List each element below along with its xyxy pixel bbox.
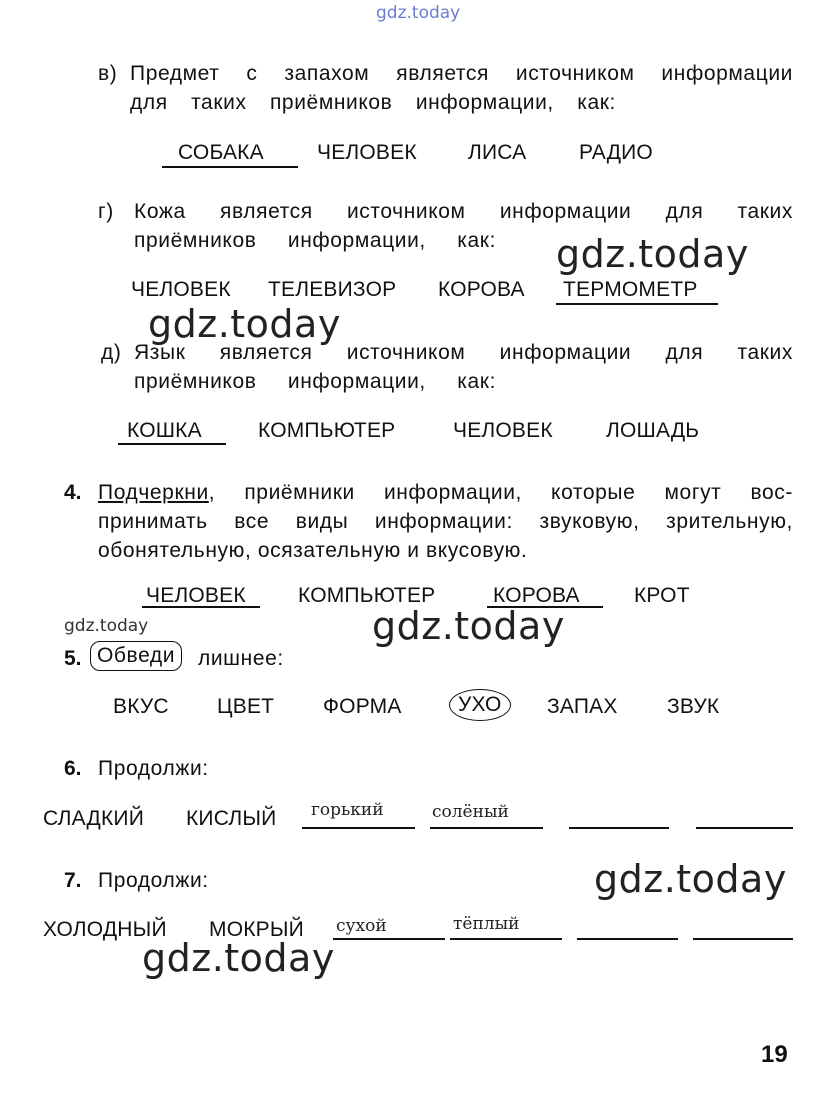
- item-v-word: ЧЕЛОВЕК: [317, 141, 417, 164]
- task5-rest: лишнее:: [198, 647, 284, 670]
- task4-word: КРОТ: [634, 584, 690, 607]
- item-d-underline: [118, 443, 226, 445]
- watermark-large: gdz.today: [556, 232, 749, 276]
- task5-number: 5.: [64, 647, 82, 670]
- task7-label: Продолжи:: [98, 869, 209, 892]
- task4-number: 4.: [64, 481, 82, 504]
- task6-answer-line: [696, 827, 793, 829]
- task6-answer-handwritten: горький: [311, 800, 384, 820]
- watermark-small: gdz.today: [64, 616, 149, 636]
- watermark-top: gdz.today: [376, 3, 461, 23]
- item-d-word: КОМПЬЮТЕР: [258, 419, 396, 442]
- item-v-word-underlined: СОБАКА: [174, 141, 274, 168]
- task6-word: КИСЛЫЙ: [186, 807, 277, 830]
- item-d-marker: д): [101, 341, 122, 364]
- task6-answer-line: [302, 827, 415, 829]
- task6-number: 6.: [64, 757, 82, 780]
- task7-number: 7.: [64, 869, 82, 892]
- page-number: 19: [761, 1041, 788, 1068]
- item-g-line1: Кожа является источником информации для таких: [134, 200, 793, 223]
- task4-word-underlined: ЧЕЛОВЕК: [146, 584, 246, 607]
- task4-word-underlined: КОРОВА: [493, 584, 580, 607]
- watermark-large: gdz.today: [372, 604, 565, 648]
- task5-word-circled: УХО: [449, 689, 511, 721]
- task6-label: Продолжи:: [98, 757, 209, 780]
- task6-answer-line: [430, 827, 543, 829]
- task6-word: СЛАДКИЙ: [43, 807, 144, 830]
- task7-word: ХОЛОДНЫЙ: [43, 918, 167, 941]
- task7-answer-line: [450, 938, 562, 940]
- item-v-line1: Предмет с запахом является источником информации: [130, 62, 793, 85]
- item-d-line1: Язык является источником информации для таких: [134, 341, 793, 364]
- item-v-line2: для таких приёмников информации, как:: [130, 91, 616, 114]
- item-g-line2: приёмников информации, как:: [134, 229, 496, 252]
- task7-answer-handwritten: сухой: [336, 916, 387, 936]
- task7-word: МОКРЫЙ: [209, 918, 304, 941]
- task5-keyword-boxed: Обведи: [90, 641, 182, 671]
- item-v-word: РАДИО: [579, 141, 653, 164]
- task4-line2: принимать все виды информации: звуковую, зрительную,: [98, 510, 793, 533]
- item-v-marker: в): [98, 62, 118, 85]
- item-d-word: ЧЕЛОВЕК: [453, 419, 553, 442]
- task5-word: ФОРМА: [323, 695, 402, 718]
- watermark-large: gdz.today: [594, 857, 787, 901]
- task6-answer-handwritten: солёный: [432, 802, 509, 822]
- item-g-word: ЧЕЛОВЕК: [131, 278, 231, 301]
- task5-word: ВКУС: [113, 695, 169, 718]
- watermark-large: gdz.today: [142, 936, 335, 980]
- task4-line3: обонятельную, осязательную и вкусовую.: [98, 539, 528, 562]
- item-g-word: КОРОВА: [438, 278, 525, 301]
- task4-keyword: Подчеркни: [98, 481, 209, 504]
- task7-answer-handwritten: тёплый: [453, 914, 520, 934]
- item-g-marker: г): [98, 200, 114, 223]
- task6-answer-line: [569, 827, 669, 829]
- task5-word: ЦВЕТ: [217, 695, 275, 718]
- item-d-word: ЛОШАДЬ: [606, 419, 700, 442]
- task7-answer-line: [333, 938, 445, 940]
- task7-answer-line: [577, 938, 678, 940]
- task4-line1-rest: , приёмники информации, которые могут вос-: [208, 481, 793, 504]
- task7-answer-line: [693, 938, 793, 940]
- item-g-underline: [556, 303, 718, 305]
- item-g-word: ТЕЛЕВИЗОР: [268, 278, 397, 301]
- watermark-large: gdz.today: [148, 302, 341, 346]
- item-d-line2: приёмников информации, как:: [134, 370, 496, 393]
- item-g-word-underlined: ТЕРМОМЕТР: [563, 278, 698, 301]
- item-d-word-underlined: КОШКА: [127, 419, 202, 442]
- task4-underline: [142, 606, 260, 608]
- item-v-word: ЛИСА: [468, 141, 527, 164]
- item-v-underline: [162, 166, 298, 168]
- task5-word: ЗВУК: [667, 695, 720, 718]
- task4-line1: [98, 481, 793, 505]
- task5-word: ЗАПАХ: [547, 695, 618, 718]
- task4-word: КОМПЬЮТЕР: [298, 584, 436, 607]
